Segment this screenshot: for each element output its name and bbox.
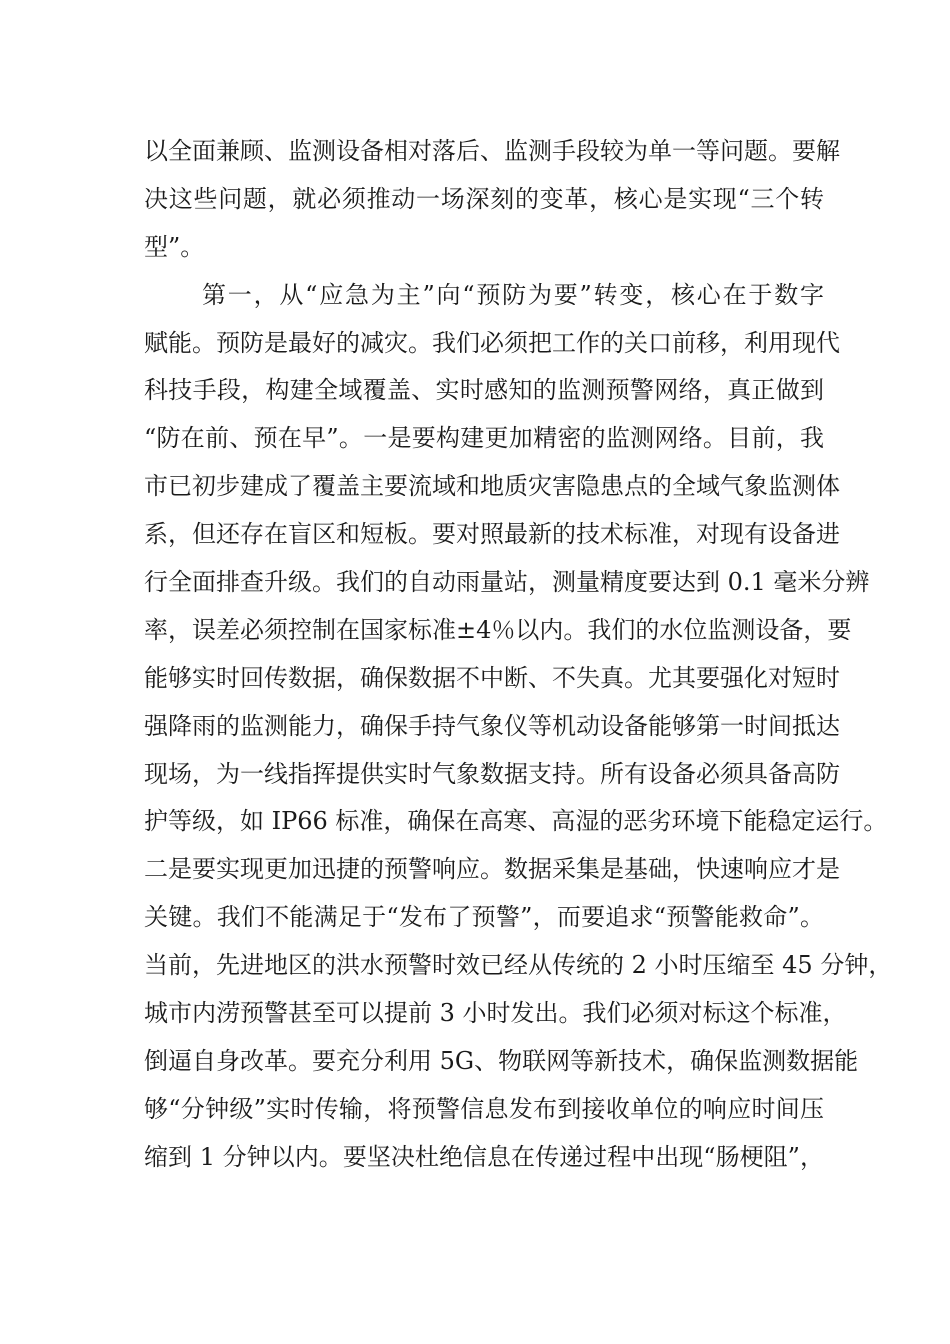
text-line: 系，但还存在盲区和短板。要对照最新的技术标准，对现有设备进 — [144, 520, 840, 549]
text-line: 决这些问题，就必须推动一场深刻的变革，核心是实现“三个转 — [144, 184, 824, 213]
text-line: 科技手段，构建全域覆盖、实时感知的监测预警网络，真正做到 — [144, 376, 824, 405]
text-line: 城市内涝预警甚至可以提前 3 小时发出。我们必须对标这个标准， — [144, 999, 847, 1028]
text-line: 够“分钟级”实时传输，将预警信息发布到接收单位的响应时间压 — [144, 1094, 824, 1123]
text-line: 护等级，如 IP66 标准，确保在高寒、高湿的恶劣环境下能稳定运行。 — [144, 807, 888, 836]
text-line: “防在前、预在早”。一是要构建更加精密的监测网络。目前，我 — [144, 424, 824, 453]
text-line: 率，误差必须控制在国家标准±4％以内。我们的水位监测设备，要 — [144, 615, 852, 644]
text-line: 赋能。预防是最好的减灾。我们必须把工作的关口前移，利用现代 — [144, 328, 840, 357]
body-text — [144, 128, 893, 1182]
text-line: 倒逼自身改革。要充分利用 5G、物联网等新技术，确保监测数据能 — [144, 1046, 859, 1075]
text-line: 型”。 — [144, 232, 205, 261]
paragraph-first-line: 第一，从“应急为主”向“预防为要”转变，核心在于数字 — [202, 280, 824, 309]
text-line: 行全面排查升级。我们的自动雨量站，测量精度要达到 0.1 毫米分辨 — [144, 568, 870, 597]
text-line: 当前，先进地区的洪水预警时效已经从传统的 2 小时压缩至 45 分钟， — [144, 951, 893, 980]
text-line: 现场，为一线指挥提供实时气象数据支持。所有设备必须具备高防 — [144, 759, 840, 788]
text-line: 以全面兼顾、监测设备相对落后、监测手段较为单一等问题。要解 — [144, 137, 840, 165]
text-line: 强降雨的监测能力，确保手持气象仪等机动设备能够第一时间抵达 — [144, 711, 840, 740]
text-line: 缩到 1 分钟以内。要坚决杜绝信息在传递过程中出现“肠梗阻”， — [144, 1142, 824, 1171]
text-line: 市已初步建成了覆盖主要流域和地质灾害隐患点的全域气象监测体 — [144, 472, 840, 501]
text-line: 能够实时回传数据，确保数据不中断、不失真。尤其要强化对短时 — [144, 663, 840, 692]
text-line: 二是要实现更加迅捷的预警响应。数据采集是基础，快速响应才是 — [144, 855, 840, 884]
text-line: 关键。我们不能满足于“发布了预警”，而要追求“预警能救命”。 — [144, 903, 824, 932]
